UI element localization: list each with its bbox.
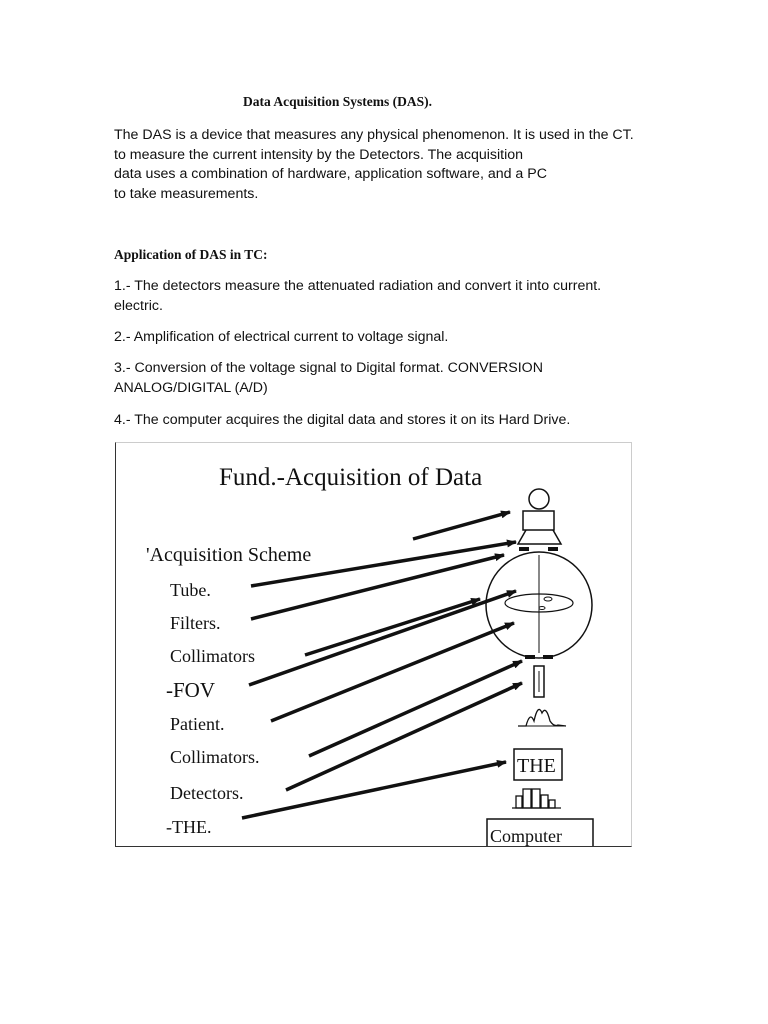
label-fov: -FOV	[166, 678, 216, 702]
tube-housing	[523, 511, 554, 530]
signal-wave	[518, 709, 566, 726]
arrow-detectors	[309, 661, 522, 756]
computer-label: Computer	[490, 826, 562, 846]
label-detectors: Detectors.	[170, 783, 244, 803]
collimator-right	[548, 547, 558, 551]
collimator-2-left	[525, 655, 535, 659]
step-4	[114, 411, 570, 431]
application-heading: Application of DAS in TC:	[114, 247, 268, 262]
document-title: Data Acquisition Systems (DAS).	[243, 94, 433, 109]
tube-circle	[529, 489, 549, 509]
intro-line: to measure the current intensity by the Detectors. The acquisition	[114, 146, 524, 163]
figure-title: Fund.-Acquisition of Data	[219, 464, 483, 491]
scheme-label: 'Acquisition Scheme	[146, 544, 312, 566]
scheme-diagram	[116, 443, 631, 846]
filter-cone	[518, 530, 561, 544]
label-collimators-2: Collimators.	[170, 747, 260, 767]
collimator-2-right	[543, 655, 553, 659]
label-collimators: Collimators	[170, 646, 255, 666]
label-the: -THE.	[166, 817, 212, 837]
the-box-label: THE	[517, 755, 556, 777]
intro-paragraph	[114, 126, 694, 204]
step-line: 1.- The detectors measure the attenuated radiation and convert it into current.	[114, 278, 602, 294]
collimator-left	[519, 547, 529, 551]
intro-line: to take measurements.	[114, 185, 259, 202]
arrow-tube	[413, 512, 510, 539]
acquisition-scheme-figure	[115, 442, 632, 847]
arrow-collimators-2	[271, 623, 514, 721]
step-line: electric.	[114, 297, 163, 314]
arrow-computer	[242, 762, 506, 818]
step-line: 3.- Conversion of the voltage signal to Digital format. CONVERSION	[114, 360, 543, 376]
patient-detail	[539, 607, 545, 610]
label-filters: Filters.	[170, 613, 221, 633]
label-tube: Tube.	[170, 580, 211, 600]
label-patient: Patient.	[170, 714, 225, 734]
step-line: ANALOG/DIGITAL (A/D)	[114, 379, 268, 396]
patient-detail	[544, 597, 552, 601]
step-line: 4.- The computer acquires the digital data and stores it on its Hard Drive.	[114, 412, 571, 428]
step-2	[114, 328, 448, 348]
step-1	[114, 277, 601, 316]
intro-line: data uses a combination of hardware, application software, and a PC	[114, 166, 547, 182]
intro-line: The DAS is a device that measures any physical phenomenon. It is used in the CT.	[114, 127, 634, 143]
digital-bars	[512, 789, 561, 808]
step-line: 2.- Amplification of electrical current to voltage signal.	[114, 329, 449, 345]
step-3	[114, 359, 543, 398]
